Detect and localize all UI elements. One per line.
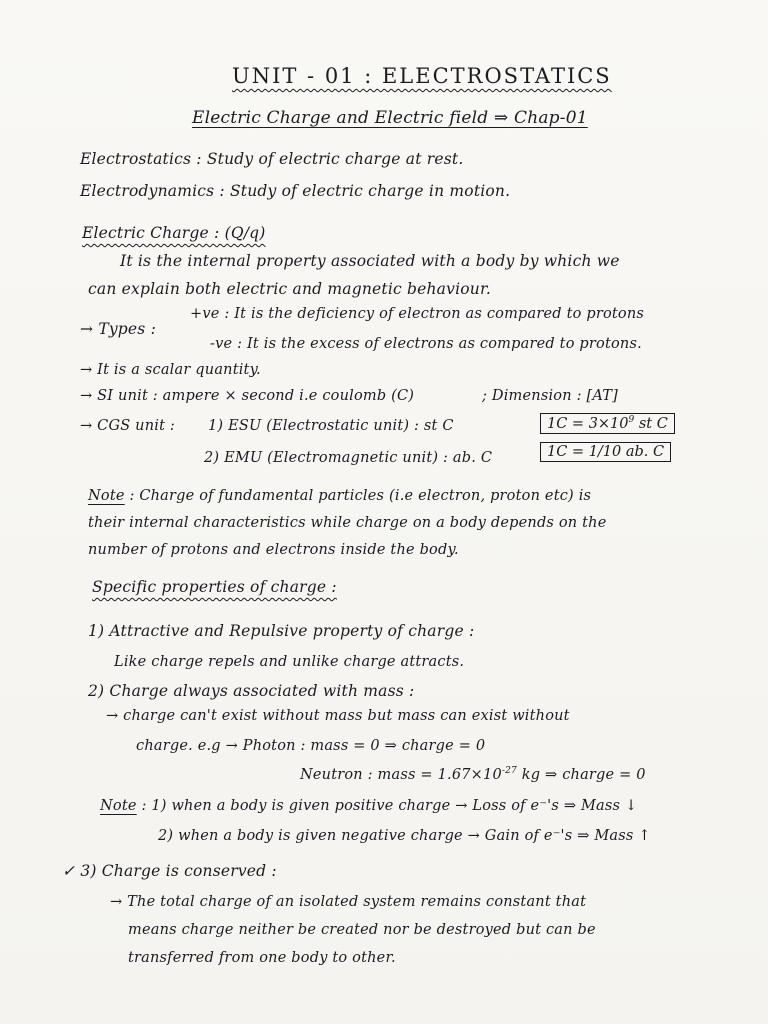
definition-electrodynamics: Electrodynamics : Study of electric charge in motion. xyxy=(80,182,511,200)
cgs-esu: 1) ESU (Electrostatic unit) : st C xyxy=(208,418,454,434)
property-3-detail-1: → The total charge of an isolated system remains constant that xyxy=(110,894,587,910)
section-heading-electric-charge: Electric Charge : (Q/q) xyxy=(82,224,266,242)
section-heading-properties: Specific properties of charge : xyxy=(92,578,337,596)
property-1: 1) Attractive and Repulsive property of charge : xyxy=(88,622,475,640)
dimension: ; Dimension : [AT] xyxy=(482,388,618,404)
property-2: 2) Charge always associated with mass : xyxy=(88,682,415,700)
definition-electrostatics: Electrostatics : Study of electric charge at rest. xyxy=(80,150,464,168)
property-3-detail-3: transferred from one body to other. xyxy=(128,950,396,966)
conversion-box-stc: $1C = 3\times 10^9$ st C xyxy=(540,413,675,434)
scalar-quantity-note: → It is a scalar quantity. xyxy=(80,362,261,378)
types-label: → Types : xyxy=(80,320,157,338)
property-2-detail-2: charge. e.g → Photon : mass = 0 ⇒ charge = 0 xyxy=(136,738,486,754)
cgs-unit-label: → CGS unit : xyxy=(80,418,176,434)
note-2-label: Note xyxy=(100,798,137,814)
charge-description-line-2: can explain both electric and magnetic behaviour. xyxy=(88,280,491,298)
property-1-detail: Like charge repels and unlike charge attracts. xyxy=(114,654,465,670)
note-2-line-2: 2) when a body is given negative charge → Gain of e⁻'s ⇒ Mass ↑ xyxy=(158,828,651,844)
conversion-box-abc: 1C = 1/10 ab. C xyxy=(540,442,671,462)
property-3-detail-2: means charge neither be created nor be destroyed but can be xyxy=(128,922,596,938)
property-2-detail-1: → charge can't exist without mass but mass can exist without xyxy=(106,708,570,724)
chapter-subtitle: Electric Charge and Electric field ⇒ Chap-01 xyxy=(192,108,588,128)
note-1-line-3: number of protons and electrons inside the body. xyxy=(88,542,459,558)
note-1-label: Note xyxy=(88,488,125,504)
note-1-line-2: their internal characteristics while charge on a body depends on the xyxy=(88,515,607,531)
property-2-neutron: Neutron : mass = $1.67\times 10^{-27}$ kg ⇒ charge = 0 xyxy=(300,766,646,783)
note-2-line-1: Note : 1) when a body is given positive charge → Loss of e⁻'s ⇒ Mass ↓ xyxy=(100,798,638,814)
si-unit: → SI unit : ampere × second i.e coulomb (C) xyxy=(80,388,415,404)
cgs-emu: 2) EMU (Electromagnetic unit) : ab. C xyxy=(204,450,493,466)
charge-description-line-1: It is the internal property associated with a body by which we xyxy=(120,252,620,270)
property-3: ✓ 3) Charge is conserved : xyxy=(62,862,277,880)
page-title: UNIT - 01 : ELECTROSTATICS xyxy=(232,64,612,88)
type-negative: -ve : It is the excess of electrons as compared to protons. xyxy=(210,336,642,352)
note-1-line-1: Note : Charge of fundamental particles (i.e electron, proton etc) is xyxy=(88,488,592,504)
type-positive: +ve : It is the deficiency of electron as compared to protons xyxy=(190,306,645,322)
